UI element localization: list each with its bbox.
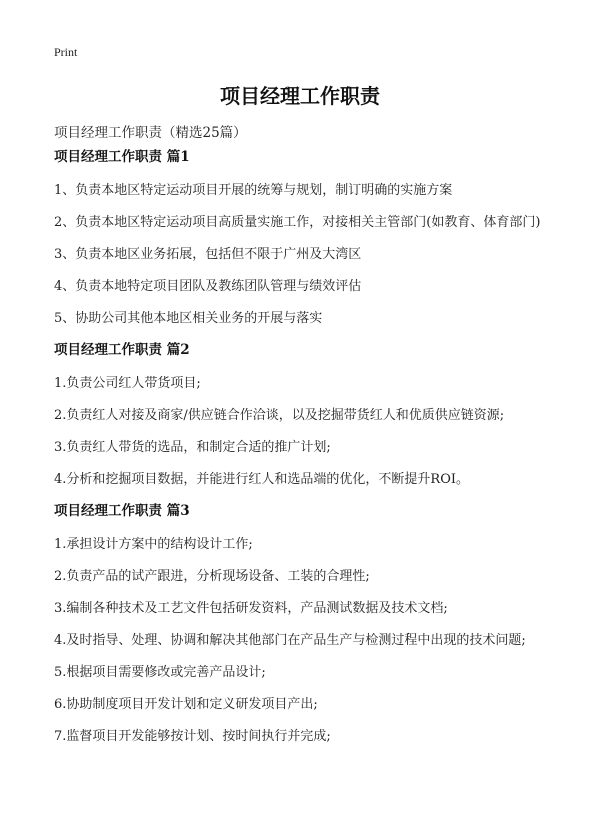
list-item: 3.负责红人带货的选品，和制定合适的推广计划; — [54, 440, 331, 455]
list-item: 2.负责产品的试产跟进，分析现场设备、工装的合理性; — [54, 569, 370, 584]
list-item: 7.监督项目开发能够按计划、按时间执行并完成; — [54, 729, 331, 744]
document-content — [54, 148, 554, 759]
list-item: 3.编制各种技术及工艺文件包括研发资料，产品测试数据及技术文档; — [54, 601, 448, 616]
section-heading: 项目经理工作职责 篇1 — [54, 149, 190, 165]
list-item: 5、协助公司其他本地区相关业务的开展与落实 — [54, 311, 323, 326]
list-item: 1.承担设计方案中的结构设计工作; — [54, 537, 253, 552]
section-3 — [54, 502, 554, 746]
list-item: 4.分析和挖掘项目数据，并能进行红人和选品端的优化，不断提升ROI。 — [54, 472, 469, 487]
list-item: 1.负责公司红人带货项目; — [54, 376, 201, 391]
list-item: 2、负责本地区特定运动项目高质量实施工作，对接相关主管部门(如教育、体育部门) — [54, 215, 541, 230]
list-item: 2.负责红人对接及商家/供应链合作洽谈，以及挖掘带货红人和优质供应链资源; — [54, 408, 505, 423]
list-item: 4.及时指导、处理、协调和解决其他部门在产品生产与检测过程中出现的技术问题; — [54, 633, 526, 648]
list-item: 1、负责本地区特定运动项目开展的统筹与规划，制订明确的实施方案 — [54, 183, 453, 198]
document-subtitle: 项目经理工作职责（精选25篇） — [54, 125, 247, 141]
list-item: 6.协助制度项目开发计划和定义研发项目产出; — [54, 697, 318, 712]
print-link[interactable]: Print — [54, 45, 78, 59]
list-item: 5.根据项目需要修改或完善产品设计; — [54, 665, 266, 680]
list-item: 3、负责本地区业务拓展，包括但不限于广州及大湾区 — [54, 247, 362, 262]
document-title: 项目经理工作职责 — [220, 84, 380, 108]
section-2 — [54, 341, 554, 489]
section-heading: 项目经理工作职责 篇2 — [54, 342, 190, 358]
section-heading: 项目经理工作职责 篇3 — [54, 503, 190, 519]
section-1 — [54, 148, 554, 328]
list-item: 4、负责本地特定项目团队及教练团队管理与绩效评估 — [54, 279, 362, 294]
